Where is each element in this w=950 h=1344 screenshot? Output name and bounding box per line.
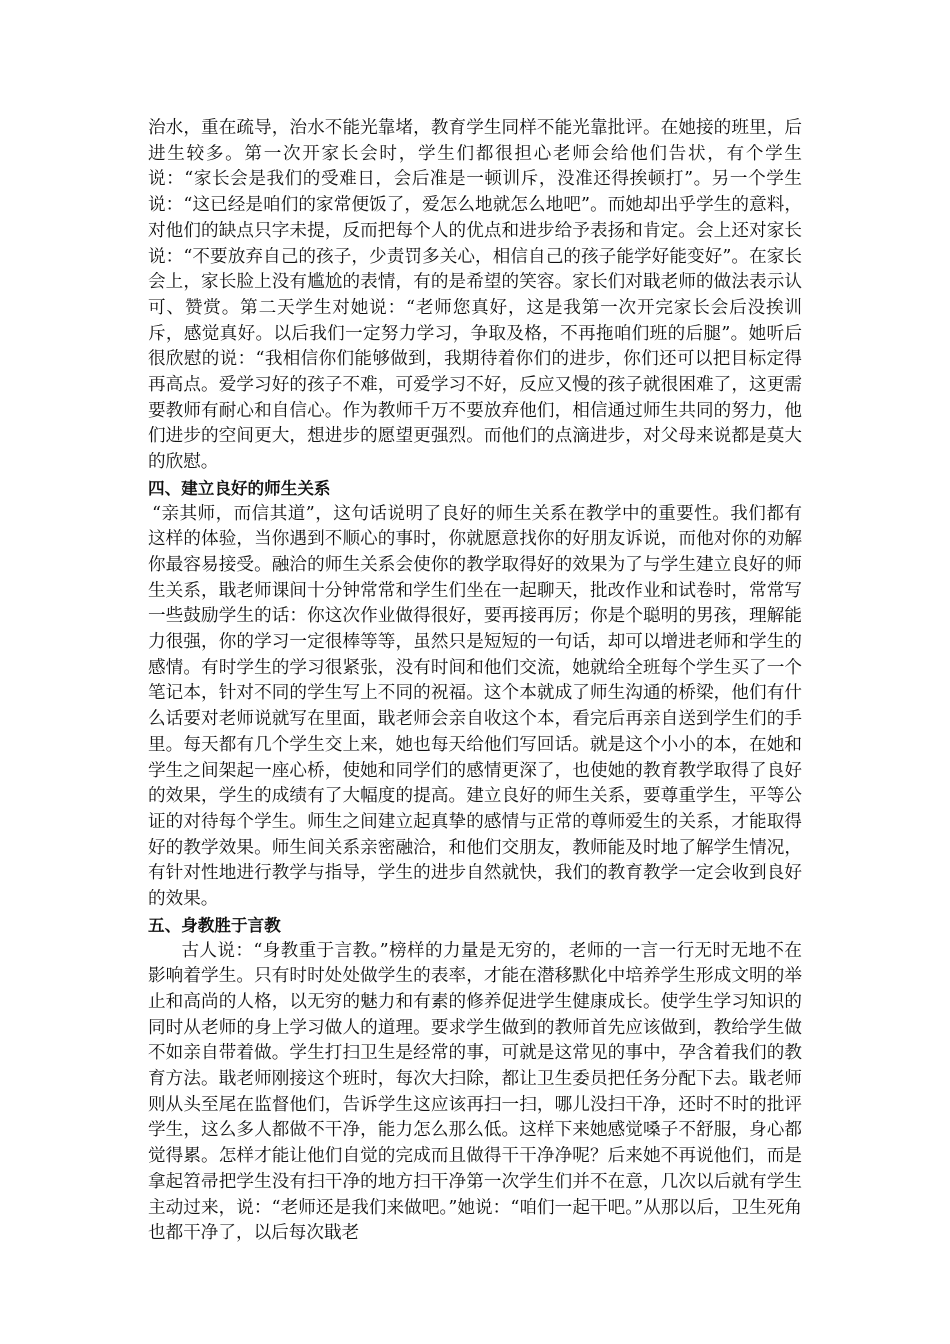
section-heading-4: 四、建立良好的师生关系	[148, 478, 331, 498]
paragraph-lead-by-example: 古人说：“身教重于言教。”榜样的力量是无穷的，老师的一言一行无时无地不在影响着学生。只有时时处处做学生的表率，才能在潜移默化中培养学生形成文明的举止和高尚的人格，以无穷的魅力和有素的修养促进学生健康成长。使学生学习知识的同时从老师的身上学习做人的道理。要求学生做到的教师首先应该做到，教给学生做不如亲自带着做。学生打扫卫生是经常的事，可就是这常见的事中，孕含着我们的教育方法。戢老师刚接这个班时，每次大扫除，都让卫生委员把任务分配下去。戢老师则从头至尾在监督他们，告诉学生这应该再扫一扫，哪儿没扫干净，还时不时的批评学生，这么多人都做不干净，能力怎么那么低。这样下来她感觉嗓子不舒服，身心都觉得累。怎样才能让他们自觉的完成而且做得干干净净呢？后来她不再说他们，而是拿起笤帚把学生没有扫干净的地方扫干净第一次学生们并不在意，几次以后就有学生主动过来，说：“老师还是我们来做吧。”她说：“咱们一起干吧。”从那以后，卫生死角也都干净了，以后每次戢老	[148, 940, 802, 1244]
section-heading-5: 五、身教胜于言教	[148, 915, 281, 935]
paragraph-teacher-student-relations: “亲其师，而信其道”，这句话说明了良好的师生关系在教学中的重要性。我们都有这样的体验，当你遇到不顺心的事时，你就愿意找你的好朋友诉说，而他对你的劝解你最容易接受。融洽的师生关系会使你的教学取得好的效果为了与学生建立良好的师生关系，戢老师课间十分钟常常和学生们坐在一起聊天，批改作业和试卷时，常常写一些鼓励学生的话：你这次作业做得很好，要再接再厉；你是个聪明的男孩，理解能力很强，你的学习一定很棒等等，虽然只是短短的一句话，却可以增进老师和学生的感情。有时学生的学习很紧张，没有时间和他们交流，她就给全班每个学生买了一个笔记本，针对不同的学生写上不同的祝福。这个本就成了师生沟通的桥梁，他们有什么话要对老师说就写在里面，戢老师会亲自收这个本，看完后再亲自送到学生们的手里。每天都有几个学生交上来，她也每天给他们写回话。就是这个小小的本，在她和学生之间架起一座心桥，使她和同学们的感情更深了，也使她的教育教学取得了良好的效果，学生的成绩有了大幅度的提高。建立良好的师生关系，要尊重学生，平等公证的对待每个学生。师生之间建立起真挚的感情与正常的尊师爱生的关系，才能取得好的教学效果。师生间关系亲密融洽，和他们交朋友，教师能及时地了解学生情况，有针对性地进行教学与指导，学生的进步自然就快，我们的教育教学一定会收到良好的效果。	[148, 503, 802, 910]
document-body	[148, 116, 802, 1247]
paragraph-parent-meeting: 治水，重在疏导，治水不能光靠堵，教育学生同样不能光靠批评。在她接的班里，后进生较多。第一次开家长会时，学生们都很担心老师会给他们告状，有个学生说：“家长会是我们的受难日，会后准是一顿训斥，没准还得挨顿打”。另一个学生说：“这已经是咱们的家常便饭了，爱怎么地就怎么地吧”。而她却出乎学生的意料，对他们的缺点只字未提，反而把每个人的优点和进步给予表扬和肯定。会上还对家长说：“不要放弃自己的孩子，少责罚多关心，相信自己的孩子能学好能变好”。在家长会上，家长脸上没有尴尬的表情，有的是希望的笑容。家长们对戢老师的做法表示认可、赞赏。第二天学生对她说：“老师您真好，这是我第一次开完家长会后没挨训斥，感觉真好。以后我们一定努力学习，争取及格，不再拖咱们班的后腿”。她听后很欣慰的说：“我相信你们能够做到，我期待着你们的进步，你们还可以把目标定得再高点。爱学习好的孩子不难，可爱学习不好，反应又慢的孩子就很困难了，这更需要教师有耐心和自信心。作为教师千万不要放弃他们，相信通过师生共同的努力，他们进步的空间更大，想进步的愿望更强烈。而他们的点滴进步，对父母来说都是莫大的欣慰。	[148, 118, 802, 473]
